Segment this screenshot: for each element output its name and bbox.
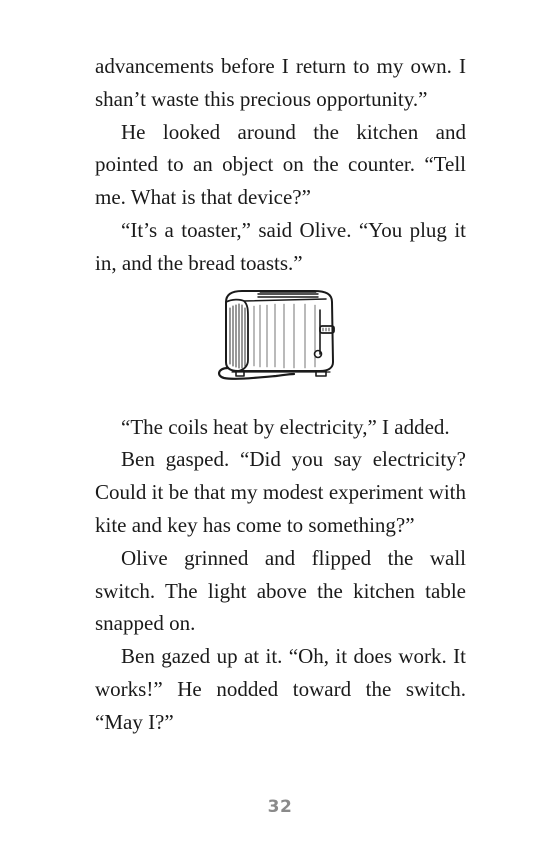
book-page-body xyxy=(95,50,466,739)
toaster-illustration xyxy=(95,280,466,411)
paragraph: “The coils heat by electricity,” I added. xyxy=(121,414,450,439)
paragraph: Ben gazed up at it. “Oh, it does work. It works!” He nodded toward the switch. “May I?” xyxy=(95,644,466,734)
toaster-icon xyxy=(214,288,348,384)
paragraph: He looked around the kitchen and pointed to an object on the counter. “Tell me. What is that device?” xyxy=(95,119,466,210)
paragraph: Ben gasped. “Did you say electricity? Could it be that my modest experiment with kite and key has come to something?” xyxy=(95,447,466,537)
paragraph: “It’s a toaster,” said Olive. “You plug it in, and the bread toasts.” xyxy=(95,217,466,275)
paragraph: advancements before I return to my own. I shan’t waste this precious opportunity.” xyxy=(95,54,466,111)
paragraph: Olive grinned and flipped the wall switch. The light above the kitchen table snapped on. xyxy=(95,545,466,636)
page-number: 32 xyxy=(267,797,293,817)
